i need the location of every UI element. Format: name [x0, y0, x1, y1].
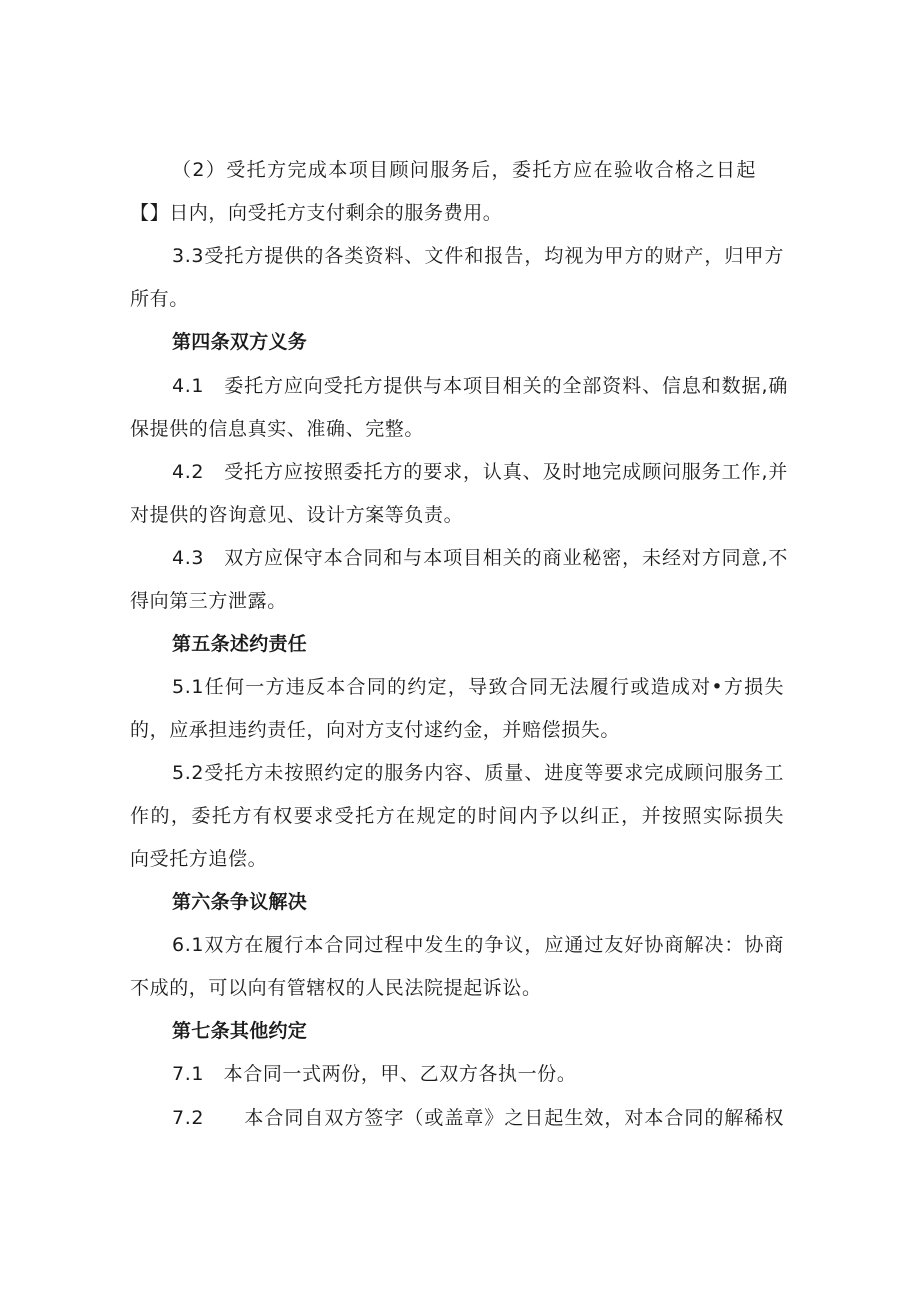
paragraph-line: 对提供的咨询意见、设计方案等负责。 [130, 504, 464, 526]
paragraph-line: 所有。 [130, 288, 189, 310]
paragraph-line: 7.1 本合同一式两份，甲、乙双方各执一份。 [172, 1063, 577, 1085]
paragraph-line: 【】日内，向受托方支付剩余的服务费用。 [130, 202, 503, 224]
section-heading: 第六条争议解决 [172, 891, 308, 913]
paragraph-line: （2）受托方完成本项目顾问服务后，委托方应在验收合格之日起 [172, 159, 756, 181]
paragraph-line: 7.2 本合同自双方签字（或盖章》之日起生效，对本合同的解稀权 [172, 1107, 784, 1129]
paragraph-line: 的，应承担违约责任，向对方支付逑约金，并赔偿损失。 [130, 719, 621, 741]
section-heading: 第五条述约责任 [172, 633, 308, 655]
paragraph-line: 得向第三方泄露。 [130, 590, 287, 612]
section-heading: 第四条双方义务 [172, 331, 308, 353]
paragraph-line: 作的，委托方有权要求受托方在规定的时间内予以纠正，并按照实际损失 [130, 805, 784, 827]
paragraph-line: 不成的，可以向有管辖权的人民法院提起诉讼。 [130, 977, 542, 999]
section-heading: 第七条其他约定 [172, 1020, 308, 1042]
paragraph-line: 4.3 双方应保守本合同和与本项目相关的商业秘密，未经对方同意,不 [172, 547, 788, 569]
paragraph-line: 向受托方追偿。 [130, 848, 268, 870]
paragraph-line: 6.1双方在履行本合同过程中发生的争议，应通过友好协商解决：协商 [172, 934, 784, 956]
paragraph-line: 5.1任何一方违反本合同的约定，导致合同无法履行或造成对•方损失 [172, 676, 784, 698]
paragraph-line: 5.2受托方未按照约定的服务内容、质量、进度等要求完成顾问服务工 [172, 762, 784, 784]
paragraph-line: 4.1 委托方应向受托方提供与本项目相关的全部资料、信息和数据,确 [172, 375, 788, 397]
paragraph-line: 4.2 受托方应按照委托方的要求，认真、及时地完成顾问服务工作,并 [172, 461, 788, 483]
paragraph-line: 3.3受托方提供的各类资料、文件和报告，均视为甲方的财产，归甲方 [172, 245, 784, 267]
paragraph-line: 保提供的信息真实、准确、完整。 [130, 418, 425, 440]
